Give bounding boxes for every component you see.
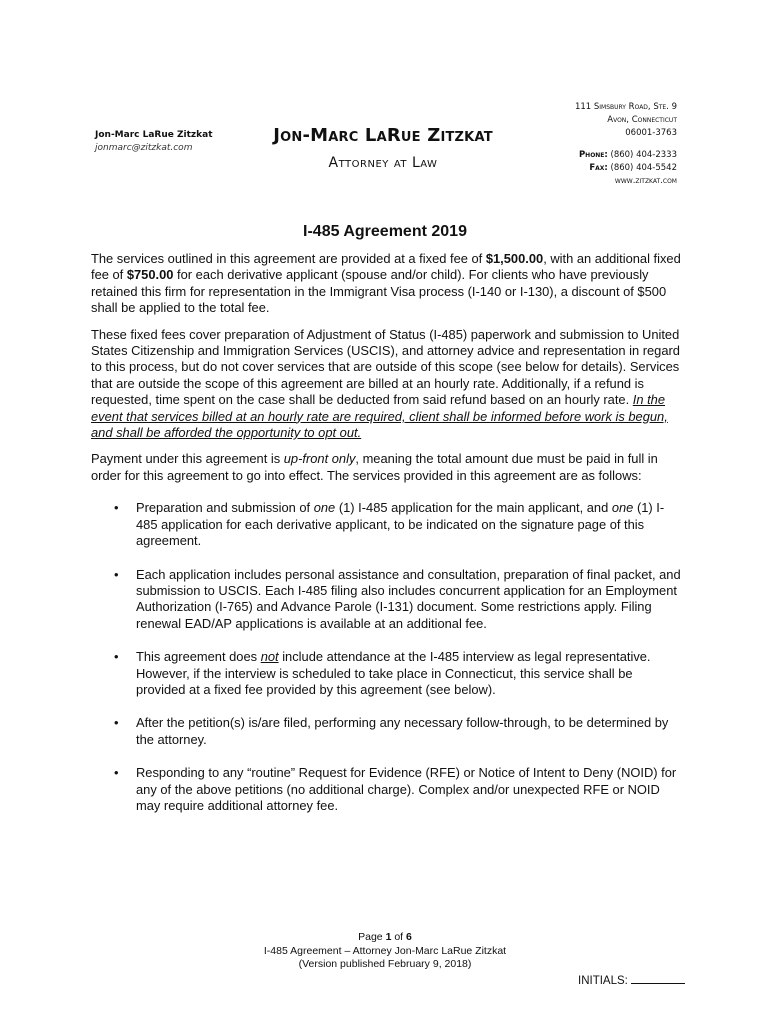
paragraph-fees [91,251,683,317]
scope-text: These fixed fees cover preparation of Adjustment of Status (I-485) paperwork and submission to United States Citizenship and Immigration Services (USCIS), and attorney advice and representation in regard to this process, but do not cover services that are outside of this scope (see below for details). Services that are outside the scope of this agreement are billed at an hourly rate. Additionally, if a refund is requested, time spent on the case shall be deducted from said refund based on an hourly rate. [91,326,680,408]
list-item [91,500,683,549]
payment-emphasis: up-front only [283,451,356,467]
attorney-name: Jon-Marc LaRue Zitzkat [95,130,213,140]
address-line-1: 111 Simsbury Road, Ste. 9 [574,102,677,112]
firm-name: Jon-Marc LaRue Zitzkat [273,125,493,146]
item-text: include attendance at the I-485 interview as legal representative. However, if the interview is scheduled to take place in Connecticut, this service shall be provided at a fixed fee provided by this agreement (see below). [136,649,651,697]
letterhead-address-block [575,101,677,188]
fax-line [575,162,677,175]
fees-text-3: for each derivative applicant (spouse and/or child). For clients who have previously retained this firm for representation in the Immigrant Visa process (I-140 or I-130), a discount of $500 shall be applied to the total fee. [91,267,667,316]
firm-subtitle: Attorney at Law [328,155,438,171]
item-emphasis: not [260,649,279,665]
services-list [91,500,683,814]
paragraph-scope [91,327,683,442]
document-body [91,251,683,831]
fees-text-2: , with an additional fixed fee of [91,251,681,283]
initials-field [578,973,685,988]
address-line-2: Avon, Connecticut [607,115,677,125]
payment-text-1: Payment under this agreement is [91,451,284,467]
payment-text-2: , meaning the total amount due must be paid in full in order for this agreement to go into effect. The services provided in this agreement are as follows: [91,451,658,483]
main-fee: $1,500.00 [485,251,544,266]
fax-label: Fax: [589,163,608,173]
item-emphasis: one [313,500,336,516]
document-title: I-485 Agreement 2019 [303,223,467,240]
list-item [91,765,683,814]
scope-emphasis: In the event that services billed at an hourly rate are required, client shall be informed before work is begun, and shall be afforded the opportunity to opt out. [91,392,668,441]
of-word: of [391,931,407,943]
item-text: (1) I-485 application for the main applicant, and [335,500,612,516]
fax-value: (860) 404-5542 [610,163,677,173]
initials-line[interactable] [631,973,685,984]
phone-line [575,149,677,162]
item-text: After the petition(s) is/are filed, performing any necessary follow-through, to be determined by the attorney. [136,715,669,747]
list-item [91,715,683,748]
item-text: Responding to any “routine” Request for Evidence (RFE) or Notice of Intent to Deny (NOID) for any of the above petitions (no additional charge). Complex and/or unexpected RFE or NOID may require additional attorney fee. [136,765,677,813]
bullet: • [114,649,119,665]
letterhead-contact-block [95,129,213,155]
paragraph-payment [91,451,683,484]
item-text: (1) I-485 application for each derivative applicant, to be indicated on the signature page of this agreement. [136,500,665,549]
attorney-email: jonmarc@zitzkat.com [95,143,193,153]
letterhead-firm-block [230,124,536,172]
page-footer [0,931,770,972]
bullet: • [114,715,119,731]
initials-label: INITIALS: [578,975,628,987]
footer-agreement-line: I-485 Agreement – Attorney Jon-Marc LaRue Zitzkat [263,944,507,957]
website: www.zitzkat.com [614,176,677,186]
derivative-fee: $750.00 [126,267,174,283]
address-line-3: 06001-3763 [625,128,677,138]
item-text: Preparation and submission of [136,500,314,516]
page-number [0,931,770,945]
item-text: This agreement does [136,649,261,665]
page-current: 1 [385,931,392,943]
fees-text-1: The services outlined in this agreement are provided at a fixed fee of [91,251,486,266]
phone-value: (860) 404-2333 [610,150,677,160]
item-text: Each application includes personal assistance and consultation, preparation of final packet, and submission to USCIS. Each I-485 filing also includes concurrent application for an Employment Authorization (I-765) and Advance Parole (I-131) document. Some restrictions apply. Filing renewal EAD/AP applications is available at an additional fee. [136,566,681,631]
list-item [91,649,683,698]
bullet: • [114,500,119,516]
list-item [91,567,683,633]
footer-version-line: (Version published February 9, 2018) [298,958,472,970]
page-total: 6 [406,931,412,943]
bullet: • [114,765,119,781]
item-emphasis: one [611,500,634,516]
bullet: • [114,566,119,582]
page-word: Page [358,931,386,943]
phone-label: Phone: [578,150,608,160]
